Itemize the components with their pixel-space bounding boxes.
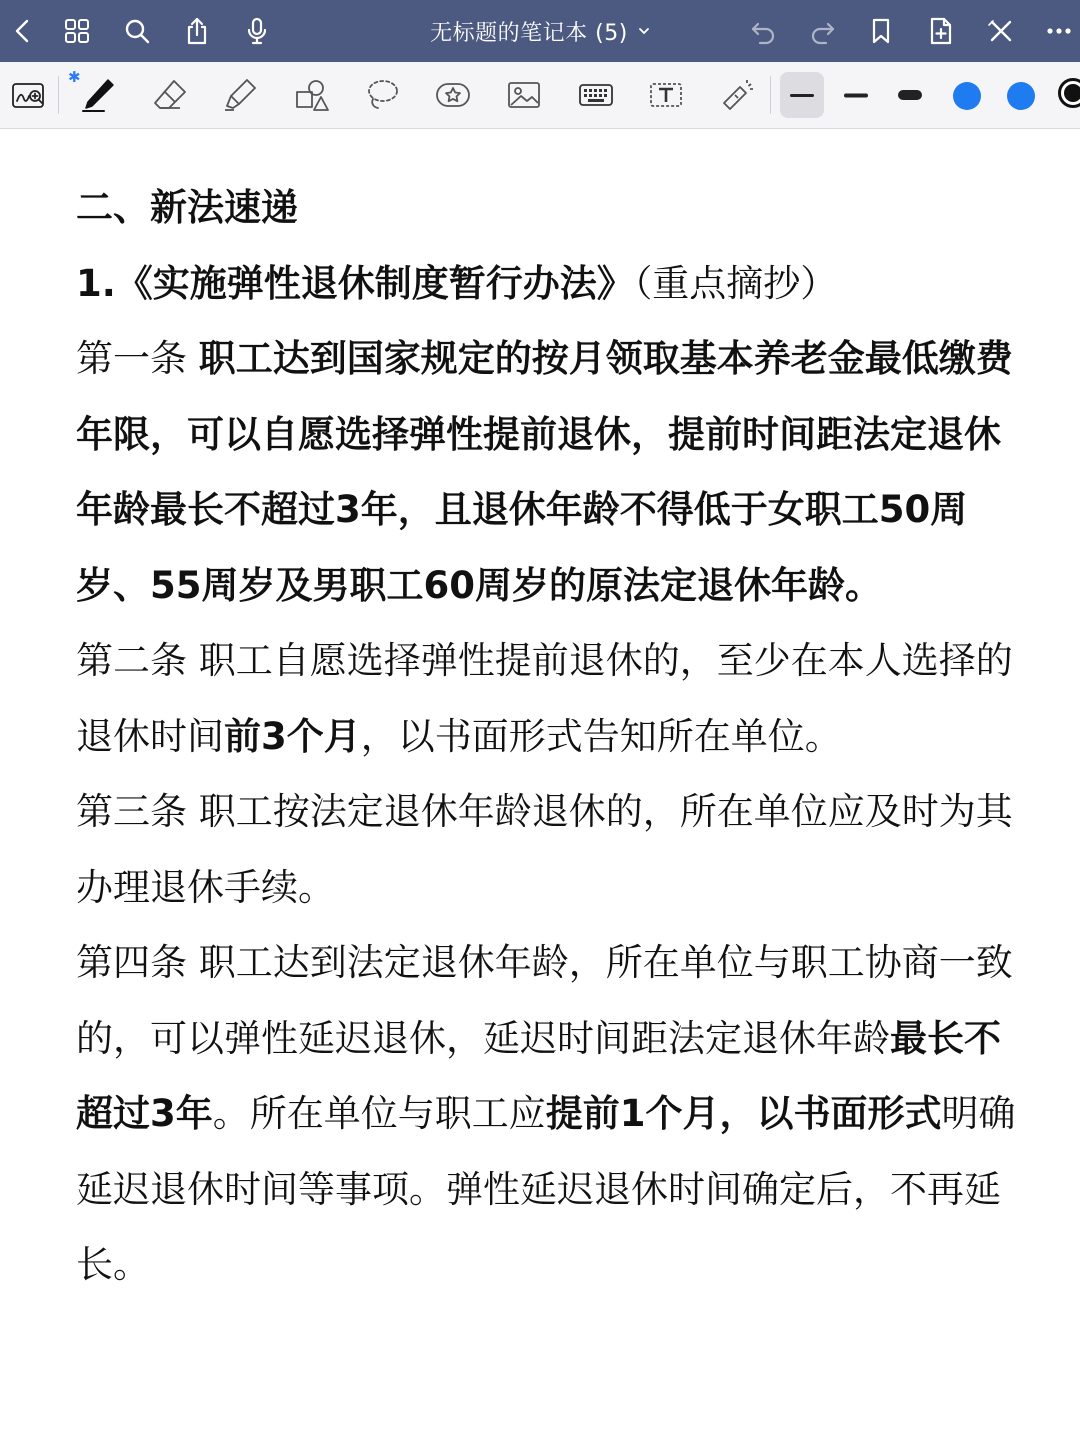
- grid-icon[interactable]: [54, 8, 100, 54]
- stroke-medium-option[interactable]: [834, 72, 878, 118]
- article-2-bold: 前3个月: [224, 714, 361, 758]
- article-1: [76, 321, 1016, 623]
- note-page[interactable]: [76, 170, 1016, 1303]
- share-icon[interactable]: [174, 8, 220, 54]
- article-2-text-2: ，以书面形式告知所在单位。: [360, 714, 842, 758]
- article-3-text: 职工按法定退休年龄退休的，所在单位应及时为其办理退休手续。: [76, 790, 1013, 909]
- law-title-bold: 1.《实施弹性退休制度暂行办法》: [76, 261, 634, 305]
- eraser-icon[interactable]: [144, 72, 196, 118]
- article-4-bold-1: 最长不超过3年: [76, 1016, 1001, 1135]
- image-icon[interactable]: [498, 72, 550, 118]
- color-swatch-blue-2[interactable]: [1007, 82, 1035, 110]
- sticker-icon[interactable]: [427, 72, 479, 118]
- article-4-text-2: 。所在单位与职工应: [212, 1092, 546, 1135]
- notebook-title[interactable]: [330, 0, 750, 62]
- color-swatch-black: [1064, 84, 1080, 102]
- article-3-label: 第三条: [76, 790, 199, 833]
- toolbar-divider: [58, 76, 59, 114]
- highlighter-icon[interactable]: [214, 72, 266, 118]
- toolbar-divider: [770, 76, 771, 114]
- laser-pointer-icon[interactable]: [710, 72, 762, 118]
- notebook-title-text: 无标题的笔记本 (5): [430, 20, 628, 46]
- article-2-label: 第二条: [76, 639, 199, 682]
- section-heading: 二、新法速递: [76, 186, 298, 229]
- keyboard-icon[interactable]: [570, 72, 622, 118]
- stroke-thin-option[interactable]: [780, 72, 824, 118]
- article-2: [76, 623, 1016, 774]
- article-2-text-1: 职工自愿选择弹性提前退休的，至少在本人选择的退休时间: [76, 639, 1013, 758]
- article-1-text: 职工达到国家规定的按月领取基本养老金最低缴费年限，可以自愿选择弹性提前退休，提前时间距法定退休年龄最长不超过3年，且退休年龄不得低于女职工50周岁、55周岁及男职工60周岁的原法定退休年龄。: [76, 337, 1013, 607]
- bookmark-icon[interactable]: [858, 8, 904, 54]
- microphone-icon[interactable]: [234, 8, 280, 54]
- lasso-icon[interactable]: [356, 72, 408, 118]
- article-4-text-1: 职工达到法定退休年龄，所在单位与职工协商一致的，可以弹性延迟退休，延迟时间距法定退休年龄: [76, 941, 1013, 1060]
- search-icon[interactable]: [114, 8, 160, 54]
- article-4-bold-2: 提前1个月，以书面形式: [545, 1092, 942, 1135]
- article-1-label: 第一条: [76, 337, 199, 380]
- article-4-label: 第四条: [76, 941, 199, 984]
- redo-icon[interactable]: [800, 8, 846, 54]
- top-navigation-bar: [0, 0, 1080, 62]
- close-icon[interactable]: [978, 8, 1024, 54]
- color-swatch-blue[interactable]: [953, 82, 981, 110]
- article-3: [76, 774, 1016, 925]
- undo-icon[interactable]: [740, 8, 786, 54]
- lasso-zoom-icon[interactable]: [2, 72, 54, 118]
- article-4-text-3: 明确延迟退休时间等事项。弹性延迟退休时间确定后，不再延长。: [76, 1092, 1016, 1286]
- drawing-toolbar: [0, 62, 1080, 129]
- law-title-note: （重点摘抄）: [633, 261, 838, 305]
- color-swatch-black-selected[interactable]: [1058, 78, 1080, 108]
- law-title: [76, 246, 1016, 322]
- back-chevron-icon[interactable]: [0, 8, 46, 54]
- text-box-icon[interactable]: [640, 72, 692, 118]
- bluetooth-icon: ✱: [68, 68, 81, 86]
- more-icon[interactable]: [1036, 8, 1080, 54]
- pen-icon[interactable]: [72, 72, 124, 118]
- stroke-thick-option[interactable]: [888, 72, 932, 118]
- chevron-down-icon: [638, 25, 650, 37]
- article-4: [76, 925, 1016, 1303]
- add-page-icon[interactable]: [918, 8, 964, 54]
- shapes-icon[interactable]: [286, 72, 338, 118]
